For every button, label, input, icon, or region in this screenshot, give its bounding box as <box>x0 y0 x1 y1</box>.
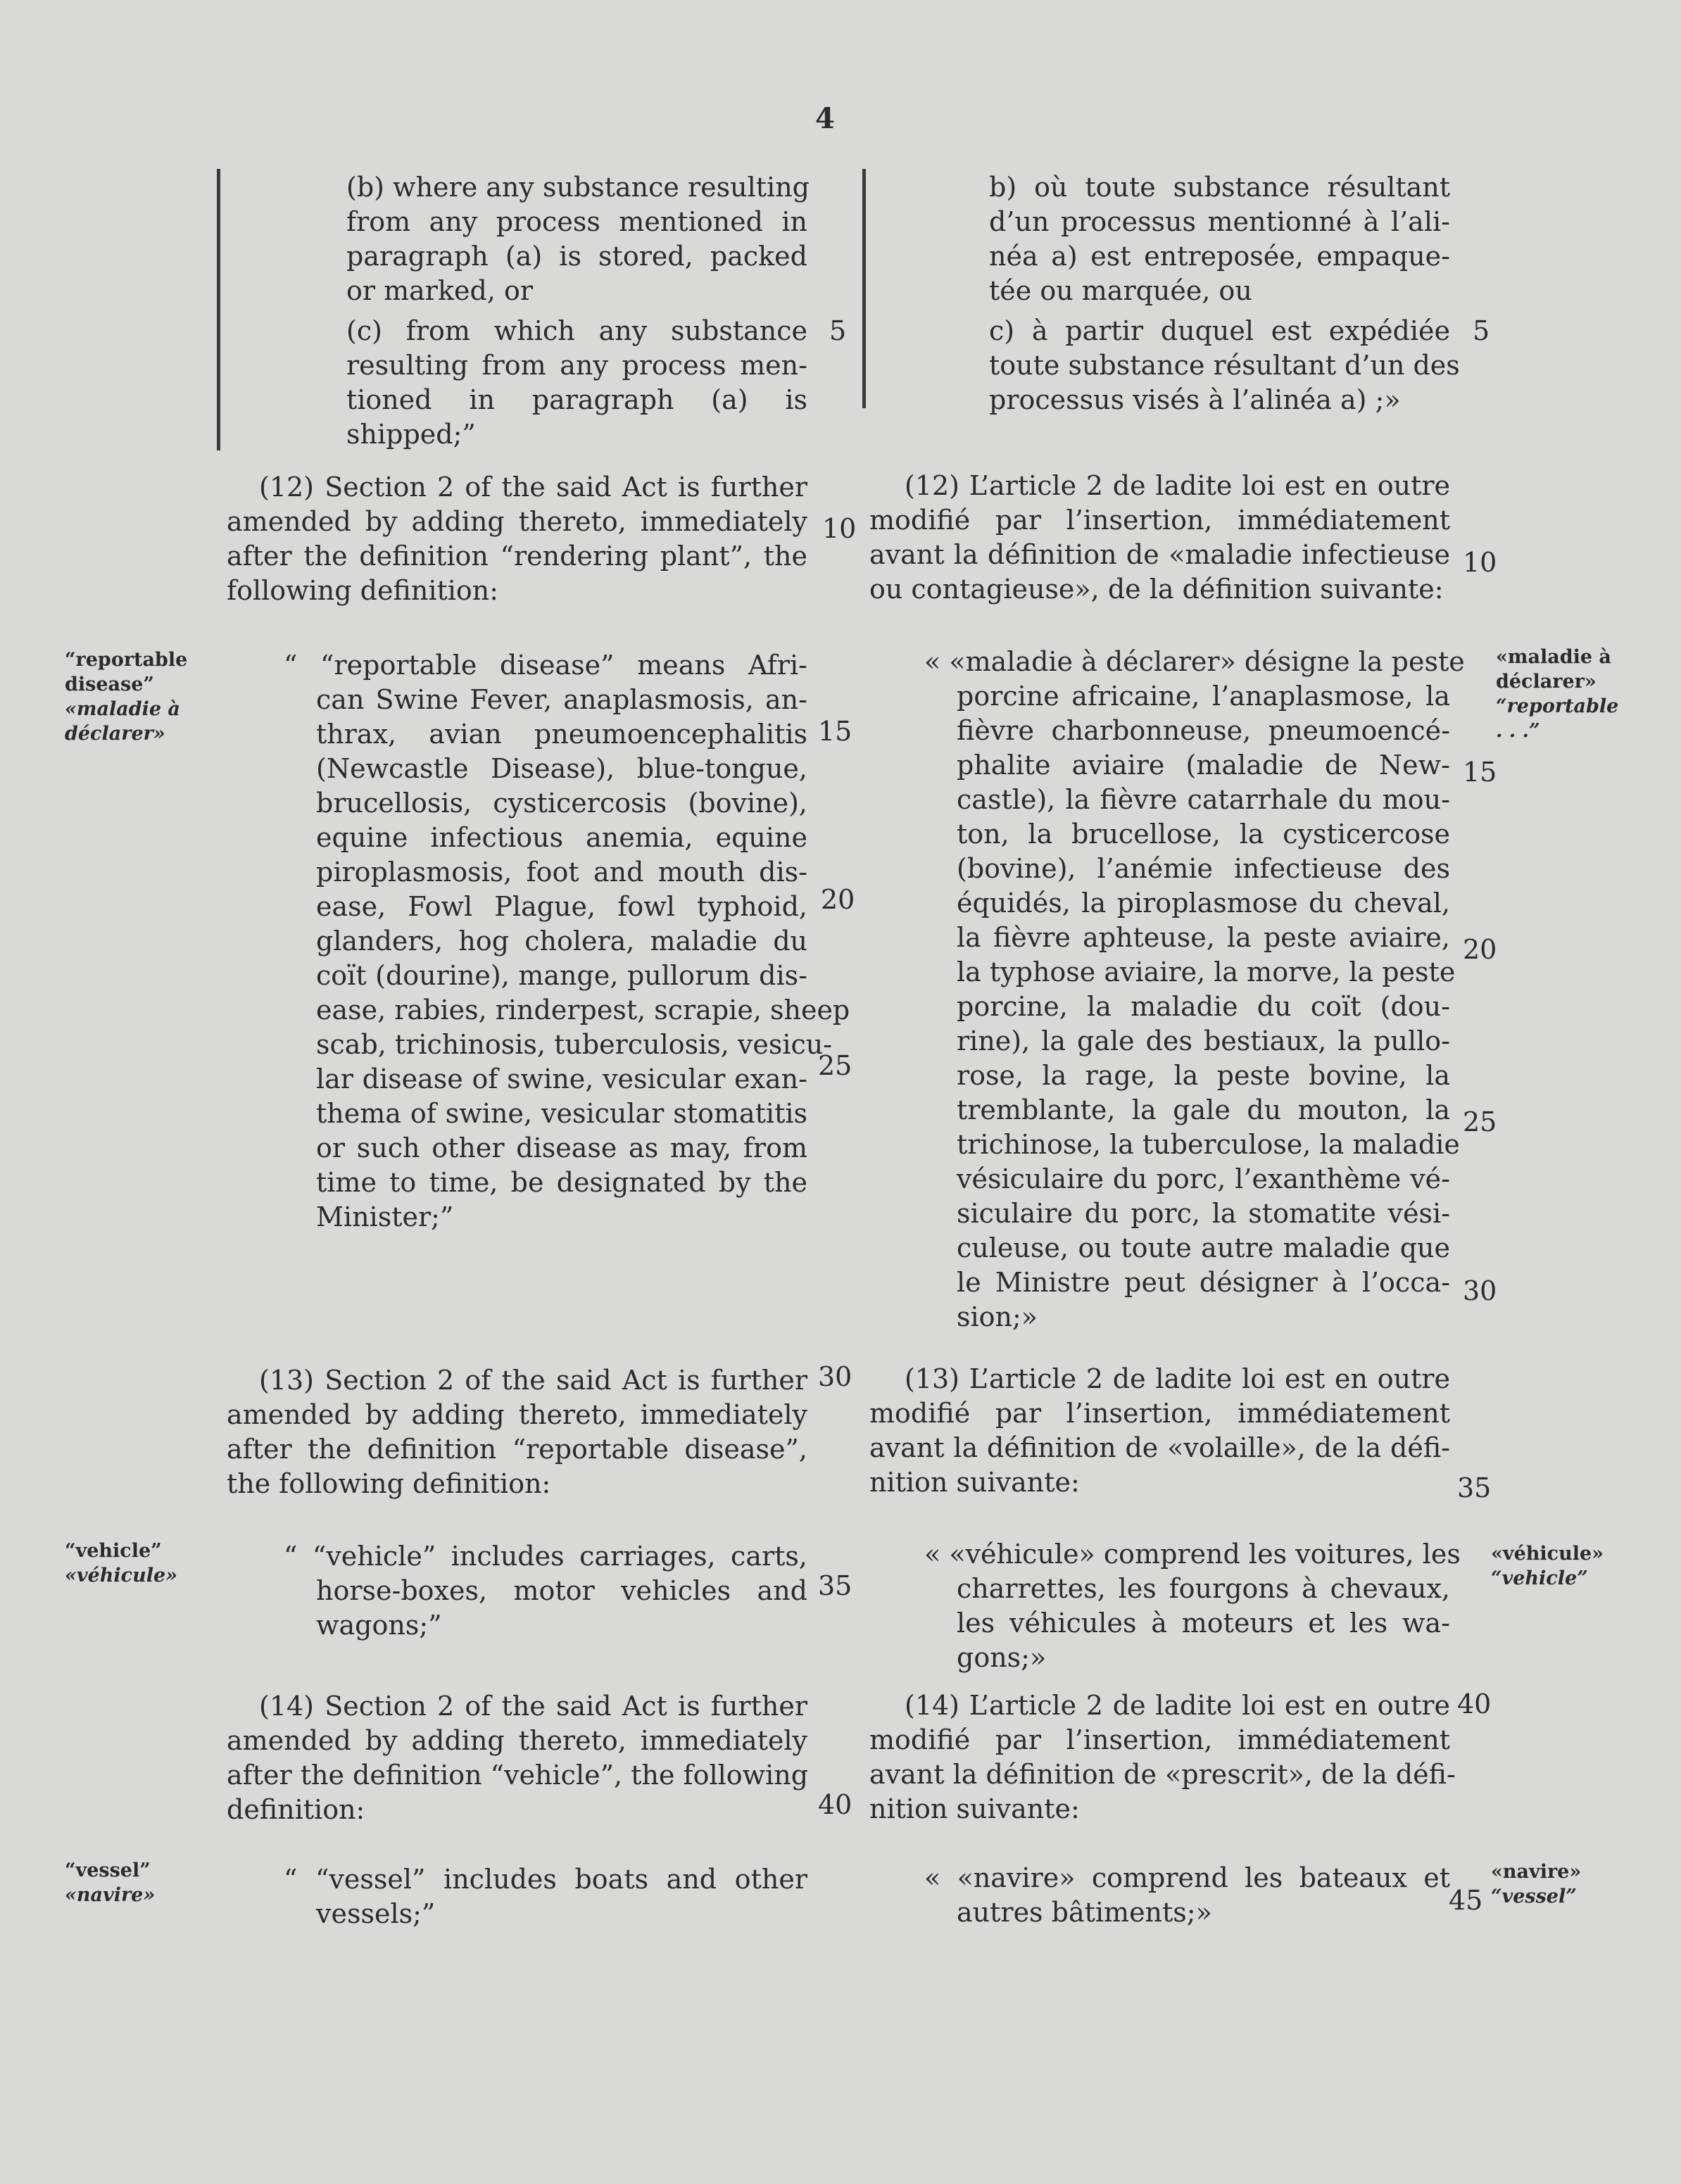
text-line: from any process mentioned in <box>346 206 807 237</box>
text-line: equine infectious anemia, equine <box>316 822 807 853</box>
text-line: lar disease of swine, vesicular exan- <box>316 1063 807 1094</box>
change-bar-right <box>862 169 866 408</box>
fr-line-number-15: 15 <box>1463 757 1497 788</box>
text-line: porcine, la maladie du coït (dou- <box>957 991 1450 1022</box>
text-line: (14) L’article 2 de ladite loi est en outre <box>905 1690 1450 1721</box>
en-subsection-14 <box>227 1689 807 1827</box>
text-line: (12) Section 2 of the said Act is further <box>259 472 807 503</box>
fr-clause-c <box>989 314 1460 417</box>
text-line: modifié par l’insertion, immédiatement <box>869 505 1450 536</box>
text-line: thema of swine, vesicular stomatitis <box>316 1098 807 1129</box>
text-line: avant la définition de «prescrit», de la défi- <box>869 1759 1456 1790</box>
text-line: glanders, hog cholera, maladie du <box>316 926 807 957</box>
text-line: les véhicules à moteurs et les wa- <box>957 1608 1450 1639</box>
text-line: scab, trichinosis, tuberculosis, vesicu- <box>316 1029 833 1060</box>
text-line: ton, la brucellose, la cysticercose <box>957 819 1450 850</box>
text-line: after the definition “vehicle”, the following <box>227 1760 809 1791</box>
text-line: toute substance résultant d’un des <box>989 350 1460 381</box>
fr-clause-b <box>989 170 1450 308</box>
en-def-vessel <box>284 1862 807 1931</box>
text-line: processus visés à l’alinéa a) ;» <box>989 384 1401 415</box>
fr-subsection-12 <box>869 469 1450 607</box>
en-line-number-20: 20 <box>818 883 857 917</box>
text-line: modifié par l’insertion, immédiatement <box>869 1724 1450 1755</box>
text-line: after the definition “rendering plant”, the <box>227 541 807 572</box>
text-line: “ “vessel” includes boats and other <box>284 1864 807 1895</box>
text-line: amended by adding thereto, immediately <box>227 506 807 537</box>
text-line: la typhose aviaire, la morve, la peste <box>957 957 1456 987</box>
fr-line-number-25: 25 <box>1463 1106 1497 1137</box>
text-line: phalite aviaire (maladie de New- <box>957 750 1450 781</box>
text-line: la fièvre aphteuse, la peste aviaire, <box>957 922 1450 953</box>
text-line: “ “reportable disease” means Afri- <box>284 650 807 681</box>
text-line: amended by adding thereto, immediately <box>227 1725 807 1756</box>
text-line: castle), la fièvre catarrhale du mou- <box>957 784 1450 815</box>
text-line: (14) Section 2 of the said Act is further <box>259 1691 807 1722</box>
fr-def-vehicle <box>924 1537 1461 1675</box>
text-line: tée ou marquée, ou <box>989 275 1252 306</box>
text-line: (b) where any substance resulting <box>346 172 810 203</box>
text-line: horse-boxes, motor vehicles and <box>316 1575 807 1606</box>
text-line: nition suivante: <box>869 1467 1080 1498</box>
text-line: brucellosis, cysticercosis (bovine), <box>316 788 807 819</box>
fr-def-vessel <box>924 1861 1450 1930</box>
text-line: coït (dourine), mange, pullorum dis- <box>316 960 807 991</box>
en-line-number-15: 15 <box>818 716 852 747</box>
fr-subsection-13 <box>869 1362 1450 1500</box>
fr-line-number-5: 5 <box>1473 315 1490 346</box>
text-line: (13) Section 2 of the said Act is further <box>259 1365 807 1396</box>
text-line: (13) L’article 2 de ladite loi est en outre <box>905 1363 1450 1394</box>
text-line: or such other disease as may, from <box>316 1132 807 1163</box>
margin-note-vehicle-left: “vehicle” «véhicule» <box>65 1540 178 1586</box>
text-line: piroplasmosis, foot and mouth dis- <box>316 857 807 888</box>
text-line: can Swine Fever, anaplasmosis, an- <box>316 684 807 715</box>
text-line: c) à partir duquel est expédiée <box>989 315 1450 346</box>
en-line-number-30: 30 <box>818 1361 852 1392</box>
text-line: rine), la gale des bestiaux, la pullo- <box>957 1025 1450 1056</box>
text-line: ou contagieuse», de la définition suivante: <box>869 574 1444 605</box>
text-line: vésiculaire du porc, l’exanthème vé- <box>957 1163 1450 1194</box>
text-line: (Newcastle Disease), blue-tongue, <box>316 753 807 784</box>
en-subsection-13 <box>227 1363 807 1501</box>
page-number: 4 <box>815 102 835 135</box>
text-line: wagons;” <box>316 1610 442 1641</box>
text-line: after the definition “reportable disease”, <box>227 1434 807 1465</box>
text-line: culeuse, ou toute autre maladie que <box>957 1232 1450 1263</box>
en-def-vehicle <box>284 1539 807 1643</box>
text-line: « «maladie à déclarer» désigne la peste <box>924 646 1465 677</box>
text-line: tioned in paragraph (a) is <box>346 384 807 415</box>
margin-note-vehicule-right: «véhicule» “vehicle” <box>1491 1543 1604 1589</box>
en-clause-b <box>346 170 810 308</box>
text-line: time to time, be designated by the <box>316 1167 807 1198</box>
margin-note-vessel-left: “vessel” «navire» <box>65 1860 156 1906</box>
margin-note-navire-right: «navire» “vessel” <box>1491 1861 1582 1907</box>
text-line: « «navire» comprend les bateaux et <box>924 1862 1450 1893</box>
text-line: definition: <box>227 1794 365 1825</box>
en-line-number-40: 40 <box>818 1789 852 1820</box>
text-line: siculaire du porc, la stomatite vési- <box>957 1198 1450 1229</box>
change-bar-left <box>217 169 220 450</box>
text-line: sion;» <box>957 1301 1038 1332</box>
text-line: porcine africaine, l’anaplasmose, la <box>957 681 1450 712</box>
text-line: amended by adding thereto, immediately <box>227 1399 807 1430</box>
margin-note-reportable-left: “reportable disease” «maladie à déclarer» <box>65 649 188 745</box>
fr-line-number-10: 10 <box>1463 547 1497 578</box>
en-line-number-25: 25 <box>818 1050 852 1081</box>
en-line-number-5: 5 <box>829 315 847 346</box>
fr-line-number-30: 30 <box>1463 1275 1497 1306</box>
en-clause-c <box>346 314 807 452</box>
text-line: (12) L’article 2 de ladite loi est en outre <box>905 470 1450 501</box>
text-line: or marked, or <box>346 275 534 306</box>
en-line-number-35: 35 <box>818 1570 852 1601</box>
margin-note-maladie-right: «maladie à déclarer» “reportable . . .” <box>1496 646 1619 742</box>
text-line: shipped;” <box>346 419 476 450</box>
text-line: (c) from which any substance <box>346 315 807 346</box>
text-line: néa a) est entreposée, empaque- <box>989 241 1450 272</box>
text-line: the following definition: <box>227 1468 551 1499</box>
text-line: rose, la rage, la peste bovine, la <box>957 1060 1450 1091</box>
text-line: ease, Fowl Plague, fowl typhoid, <box>316 891 807 922</box>
fr-line-number-40: 40 <box>1457 1689 1492 1719</box>
fr-line-number-20: 20 <box>1463 934 1497 965</box>
text-line: paragraph (a) is stored, packed <box>346 241 807 272</box>
text-line: autres bâtiments;» <box>957 1897 1212 1928</box>
en-subsection-12 <box>227 470 807 608</box>
text-line: d’un processus mentionné à l’ali- <box>989 206 1450 237</box>
text-line: Minister;” <box>316 1201 454 1232</box>
fr-subsection-14 <box>869 1689 1456 1826</box>
text-line: ease, rabies, rinderpest, scrapie, sheep <box>316 995 850 1025</box>
fr-line-number-45: 45 <box>1449 1885 1483 1916</box>
text-line: gons;» <box>957 1642 1047 1673</box>
text-line: b) où toute substance résultant <box>989 172 1450 203</box>
text-line: modifié par l’insertion, immédiatement <box>869 1398 1450 1429</box>
text-line: tremblante, la gale du mouton, la <box>957 1094 1450 1125</box>
text-line: charrettes, les fourgons à chevaux, <box>957 1573 1450 1604</box>
text-line: avant la définition de «maladie infectieuse <box>869 539 1450 570</box>
fr-def-reportable-disease <box>924 645 1465 1334</box>
text-line: “ “vehicle” includes carriages, carts, <box>284 1541 807 1572</box>
text-line: following definition: <box>227 575 499 606</box>
text-line: le Ministre peut désigner à l’occa- <box>957 1267 1450 1298</box>
text-line: resulting from any process men- <box>346 350 807 381</box>
text-line: équidés, la piroplasmose du cheval, <box>957 888 1450 919</box>
text-line: « «véhicule» comprend les voitures, les <box>924 1539 1461 1570</box>
fr-line-number-35: 35 <box>1457 1472 1492 1503</box>
en-line-number-10: 10 <box>822 513 857 544</box>
text-line: nition suivante: <box>869 1793 1080 1824</box>
text-line: thrax, avian pneumoencephalitis <box>316 719 807 750</box>
text-line: vessels;” <box>316 1898 436 1929</box>
text-line: fièvre charbonneuse, pneumoencé- <box>957 715 1450 746</box>
text-line: avant la définition de «volaille», de la défi- <box>869 1432 1450 1463</box>
text-line: (bovine), l’anémie infectieuse des <box>957 853 1450 884</box>
text-line: trichinose, la tuberculose, la maladie <box>957 1129 1460 1160</box>
